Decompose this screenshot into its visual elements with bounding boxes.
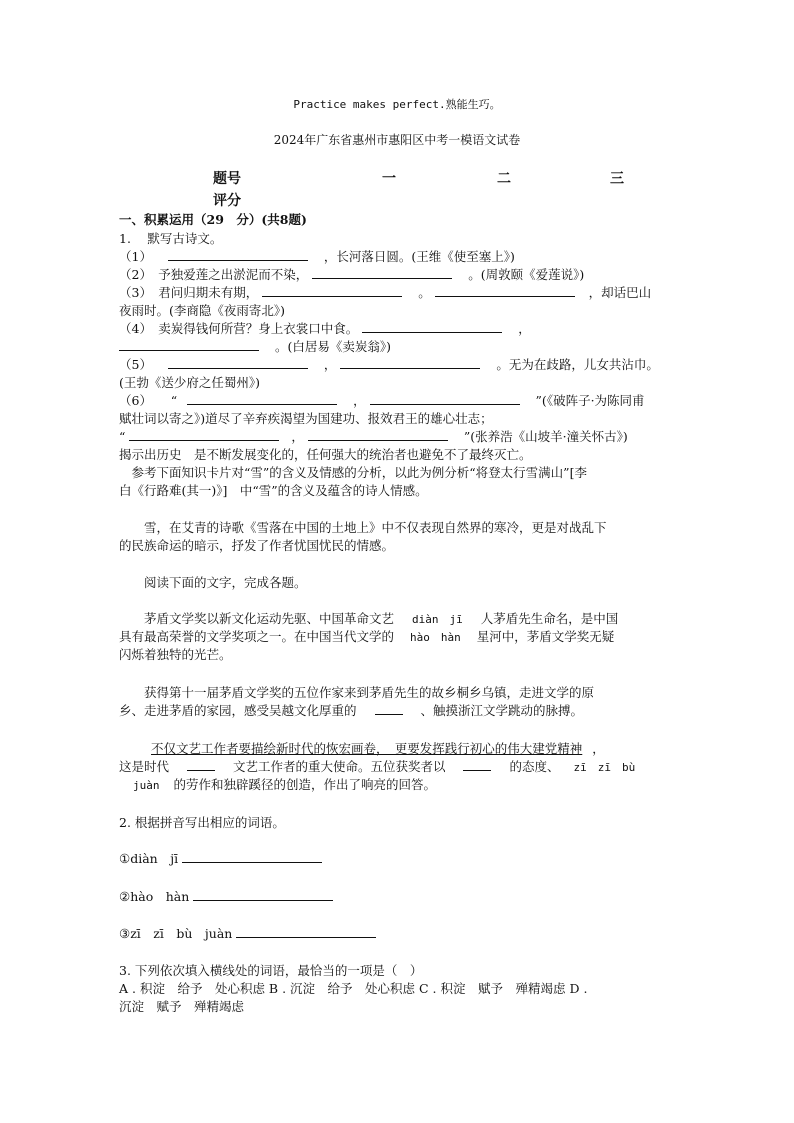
q1-1-label: （1）	[119, 249, 152, 264]
blank[interactable]	[375, 702, 403, 715]
reading-p1-line3: 闪烁着独特的光芒。	[119, 647, 232, 662]
motto: Practice makes perfect.熟能生巧。	[293, 98, 501, 111]
blank[interactable]	[340, 356, 480, 369]
q1-item-2	[119, 266, 584, 284]
reading-text: 茅盾文学奖以新文化运动先驱、中国革命文艺	[119, 611, 395, 626]
q2-item-2	[119, 888, 333, 906]
q1-5-label: （5）	[119, 357, 152, 372]
reading-p3-line3	[133, 776, 436, 795]
q1-item-4-cont	[119, 338, 391, 356]
q1-6-comma: ，	[353, 393, 366, 408]
reading-text: 、触摸浙江文学跳动的脉搏。	[420, 703, 583, 718]
q1-item-6	[119, 392, 645, 410]
reading-p2-line2	[119, 702, 583, 720]
score-table-col-1: 一	[382, 171, 396, 187]
q1-7-line2: 白《行路难(其一)》] 中“雪”的含义及蕴含的诗人情感。	[119, 483, 428, 498]
q1-6-cont: 赋壮词以寄之》)道尽了辛弃疾渴望为国建功、报效君王的雄心壮志；	[119, 411, 493, 426]
q1-3-mid: 。	[418, 285, 431, 300]
q1-2-text: （2） 予独爱莲之出淤泥而不染，	[119, 267, 309, 282]
q1-stem: 1. 默写古诗文。	[119, 231, 223, 246]
q1-4-text: （4） 卖炭得钱何所营？身上衣裳口中食。	[119, 321, 359, 336]
q1-5-end: 。无为在歧路，儿女共沾巾。	[496, 357, 659, 372]
score-table-col-2: 二	[497, 171, 511, 187]
pinyin: juàn	[133, 779, 160, 792]
q1-4-end: 。(白居易《卖炭翁》)	[274, 339, 391, 354]
reading-text: 乡、走进茅盾的家园，感受吴越文化厚重的	[119, 703, 357, 718]
q1-6-quote: “	[119, 429, 126, 444]
score-table-row-header: 评分	[213, 193, 241, 209]
reading-p3-line1	[151, 740, 605, 758]
q1-6-source2: ”(张养浩《山坡羊·潼关怀古》)	[463, 429, 628, 444]
q1-6-end: 揭示出历史 是不断发展变化的，任何强大的统治者也避免不了最终灭亡。	[119, 447, 532, 462]
q1-3-text: （3） 君问归期未有期，	[119, 285, 259, 300]
score-table-col-header: 题号	[213, 171, 241, 187]
reading-text: 文艺工作者的重大使命。五位获奖者以	[232, 759, 446, 774]
blank[interactable]	[262, 284, 402, 297]
q1-6-comma2: ，	[291, 429, 304, 444]
blank[interactable]	[362, 320, 502, 333]
blank[interactable]	[308, 428, 448, 441]
q1-item-5	[119, 356, 659, 374]
blank[interactable]	[370, 392, 520, 405]
blank[interactable]	[129, 428, 279, 441]
q1-1-text: ，长河落日圆。(王维《使至塞上》)	[323, 249, 515, 264]
knowledge-card-line2: 的民族命运的暗示，抒发了作者忧国忧民的情感。	[119, 538, 395, 553]
reading-text: 人茅盾先生命名，是中国	[480, 611, 619, 626]
q2-item-3	[119, 925, 376, 943]
reading-intro: 阅读下面的文字，完成各题。	[119, 575, 307, 590]
pinyin: hào hàn	[410, 631, 461, 644]
q1-item-1	[119, 248, 515, 266]
q1-2-end: 。(周敦颐《爱莲说》)	[468, 267, 585, 282]
q2-label: ②hào hàn	[119, 889, 190, 904]
blank[interactable]	[312, 266, 452, 279]
reading-p2-line1: 获得第十一届茅盾文学奖的五位作家来到茅盾先生的故乡桐乡乌镇，走进文学的原	[119, 685, 595, 700]
q1-item-3	[119, 284, 651, 302]
answer-blank[interactable]	[182, 850, 322, 863]
q1-4-comma: ，	[518, 321, 531, 336]
q1-5-comma: ，	[323, 357, 337, 372]
q2-stem: 2. 根据拼音写出相应的词语。	[119, 815, 285, 830]
reading-text: 的劳作和独辟蹊径的创造，作出了响亮的回答。	[173, 777, 436, 792]
reading-text: ，	[592, 741, 605, 756]
blank[interactable]	[463, 758, 491, 771]
q2-label: ①diàn jī	[119, 851, 179, 866]
blank[interactable]	[119, 338, 259, 351]
reading-text: 的态度、	[509, 759, 560, 774]
blank[interactable]	[187, 392, 337, 405]
q1-3-cont: 夜雨时。(李商隐《夜雨寄北》)	[119, 303, 286, 318]
q1-3-end: ，却话巴山	[588, 285, 652, 300]
q1-6-second	[119, 428, 628, 446]
pinyin: diàn jī	[412, 613, 463, 626]
q1-6-source: ”(《破阵子·为陈同甫	[535, 393, 645, 408]
q3-stem: 3. 下列依次填入横线处的词语，最恰当的一项是（ ）	[119, 963, 423, 978]
blank[interactable]	[435, 284, 575, 297]
q1-item-4	[119, 320, 531, 338]
reading-text: 具有最高荣誉的文学奖项之一。在中国当代文学的	[119, 629, 395, 644]
q1-6-label: （6） “	[119, 393, 178, 408]
blank[interactable]	[168, 248, 308, 261]
q3-options-line1: A . 积淀 给予 处心积虑 B . 沉淀 给予 处心积虑 C . 积淀 赋予 殚精竭虑 D .	[119, 981, 588, 996]
reading-p1-line2	[119, 628, 614, 647]
q2-item-1	[119, 850, 322, 868]
reading-p1-line1	[119, 610, 618, 629]
blank[interactable]	[168, 356, 308, 369]
reading-text: 星河中，茅盾文学奖无疑	[476, 629, 615, 644]
reading-p3-line2	[119, 758, 635, 777]
answer-blank[interactable]	[193, 888, 333, 901]
q1-5-cont: (王勃《送少府之任蜀州》)	[119, 375, 261, 390]
knowledge-card-line1: 雪，在艾青的诗歌《雪落在中国的土地上》中不仅表现自然界的寒冷，更是对战乱下	[119, 520, 607, 535]
underlined-sentence: 不仅文艺工作者要描绘新时代的恢宏画卷， 更要发挥践行初心的伟大建党精神	[151, 741, 583, 756]
reading-text: 这是时代	[119, 759, 170, 774]
q3-options-line2: 沉淀 赋予 殚精竭虑	[119, 999, 245, 1014]
score-table-col-3: 三	[610, 171, 624, 187]
q2-label: ③zī zī bù juàn	[119, 926, 233, 941]
section-heading: 一、积累运用（29 分）(共8题)	[119, 212, 307, 227]
blank[interactable]	[187, 758, 215, 771]
q1-7-line1: 参考下面知识卡片对“雪”的含义及情感的分析，以此为例分析“将登太行雪满山”[李	[119, 465, 587, 480]
answer-blank[interactable]	[236, 925, 376, 938]
pinyin: zī zī bù	[573, 761, 636, 774]
page-title: 2024年广东省惠州市惠阳区中考一模语文试卷	[273, 133, 521, 147]
